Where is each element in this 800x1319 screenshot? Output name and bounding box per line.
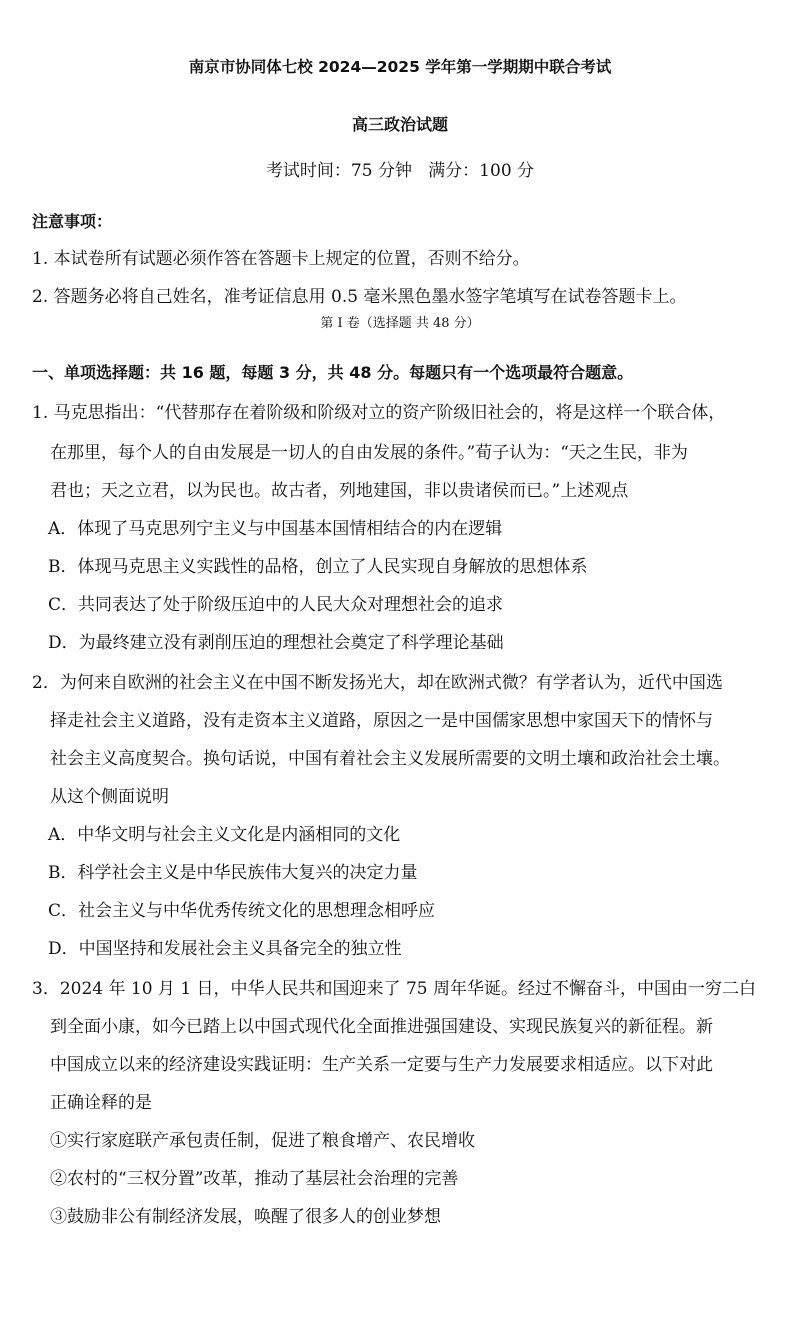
question-1-text: 在那里，每个人的自由发展是一切人的自由发展的条件。”荀子认为：“天之生民，非为 xyxy=(50,443,688,463)
question-3-text: 正确诠释的是 xyxy=(50,1093,152,1113)
question-1-option-b: B．体现马克思主义实践性的品格，创立了人民实现自身解放的思想体系 xyxy=(48,557,588,577)
notice-heading: 注意事项： xyxy=(32,212,113,231)
question-3-option-3: ③鼓励非公有制经济发展，唤醒了很多人的创业梦想 xyxy=(50,1207,441,1227)
question-3-text: 中国成立以来的经济建设实践证明：生产关系一定要与生产力发展要求相适应。以下对此 xyxy=(50,1055,713,1075)
question-3-option-2: ②农村的“三权分置”改革，推动了基层社会治理的完善 xyxy=(50,1169,459,1189)
question-2-text: 社会主义高度契合。换句话说，中国有着社会主义发展所需要的文明土壤和政治社会土壤。 xyxy=(50,749,730,769)
question-3-text: 3．2024 年 10 月 1 日，中华人民共和国迎来了 75 周年华诞。经过不懈奋斗，中国由一穷二白 xyxy=(32,979,756,999)
section-instruction: 一、单项选择题：共 16 题，每题 3 分，共 48 分。每题只有一个选项最符合题意。 xyxy=(32,363,634,382)
question-1-option-d: D．为最终建立没有剥削压迫的理想社会奠定了科学理论基础 xyxy=(48,633,504,653)
notice-item: 2. 答题务必将自己姓名，准考证信息用 0.5 毫米黑色墨水签字笔填写在试卷答题卡上。 xyxy=(32,287,687,307)
question-2-text: 择走社会主义道路，没有走资本主义道路，原因之一是中国儒家思想中家国天下的情怀与 xyxy=(50,711,713,731)
question-2-option-d: D．中国坚持和发展社会主义具备完全的独立性 xyxy=(48,939,402,959)
question-1-option-a: A．体现了马克思列宁主义与中国基本国情相结合的内在逻辑 xyxy=(48,519,503,539)
question-2-text: 从这个侧面说明 xyxy=(50,787,169,807)
question-2-option-a: A．中华文明与社会主义文化是内涵相同的文化 xyxy=(48,825,401,845)
exam-title: 南京市协同体七校 2024—2025 学年第一学期期中联合考试 xyxy=(188,58,612,76)
question-3-option-1: ①实行家庭联产承包责任制，促进了粮食增产、农民增收 xyxy=(50,1131,475,1151)
notice-item: 1. 本试卷所有试题必须作答在答题卡上规定的位置，否则不给分。 xyxy=(32,249,530,269)
question-2-option-c: C．社会主义与中华优秀传统文化的思想理念相呼应 xyxy=(48,901,436,921)
question-3-text: 到全面小康，如今已踏上以中国式现代化全面推进强国建设、实现民族复兴的新征程。新 xyxy=(50,1017,713,1037)
exam-subtitle: 高三政治试题 xyxy=(351,115,448,134)
question-1-text: 君也；天之立君，以为民也。故古者，列地建国，非以贵诸侯而已。”上述观点 xyxy=(50,481,629,501)
question-2-text: 2．为何来自欧洲的社会主义在中国不断发扬光大，却在欧洲式微？有学者认为，近代中国选 xyxy=(32,673,723,693)
question-1-text: 1. 马克思指出：“代替那存在着阶级和阶级对立的资产阶级旧社会的，将是这样一个联合体， xyxy=(32,403,726,423)
question-1-option-c: C．共同表达了处于阶级压迫中的人民大众对理想社会的追求 xyxy=(48,595,504,615)
exam-info: 考试时间：75 分钟 满分：100 分 xyxy=(265,161,535,181)
question-2-option-b: B．科学社会主义是中华民族伟大复兴的决定力量 xyxy=(48,863,418,883)
section-title: 第 I 卷（选择题 共 48 分） xyxy=(320,316,480,331)
